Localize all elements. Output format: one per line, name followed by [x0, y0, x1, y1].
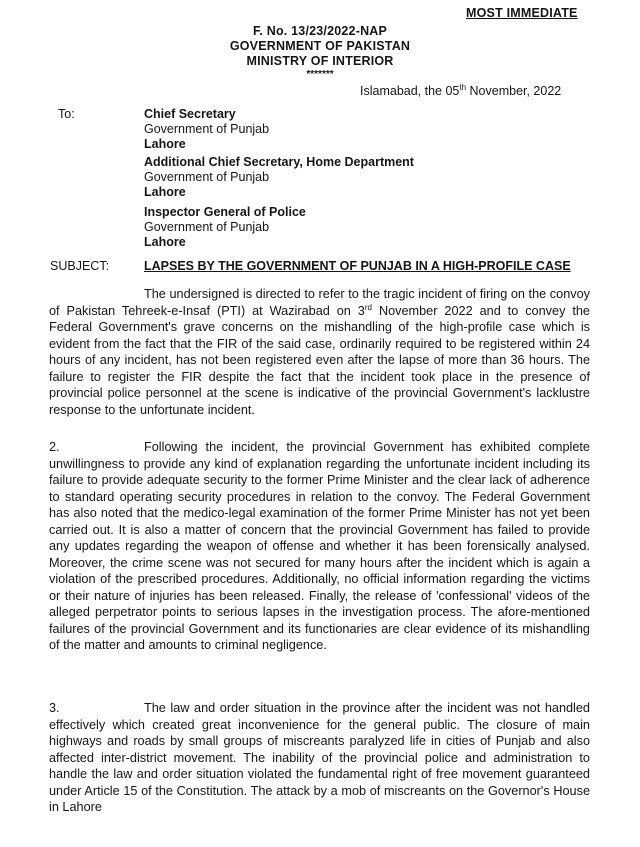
addressee-3 — [144, 205, 306, 250]
addressee-title: Inspector General of Police — [144, 205, 306, 219]
paragraph-1-text-a: The undersigned is directed to refer to the tragic incident of firing on the convoy of Pakistan Tehreek-e-Insaf (PTI) at Wazirabad on 3 — [49, 287, 590, 318]
addressee-city: Lahore — [144, 235, 186, 249]
subject-label: SUBJECT: — [50, 259, 110, 273]
priority-marking: MOST IMMEDIATE — [466, 6, 578, 20]
addressee-title: Chief Secretary — [144, 107, 236, 121]
date-rest: November, 2022 — [466, 84, 562, 99]
addressee-2 — [144, 155, 414, 200]
subject-text: LAPSES BY THE GOVERNMENT OF PUNJAB IN A HIGH-PROFILE CASE — [144, 259, 571, 273]
ministry-name: MINISTRY OF INTERIOR — [246, 54, 394, 68]
paragraph-3-number: 3. — [49, 701, 60, 715]
letter-date — [360, 83, 561, 98]
addressee-city: Lahore — [144, 137, 186, 151]
paragraph-3 — [49, 700, 590, 816]
separator-stars: ******* — [306, 69, 334, 80]
paragraph-1 — [49, 286, 590, 418]
paragraph-3-text: The law and order situation in the province after the incident was not handled effectively which created great inconvenience for the general public. The closure of main highways and roads by small groups of miscreants paralyzed life in cities of Punjab and also affected inter-district movement. The inability of the provincial police and administration to handle the law and order situation violated the fundamental right of free movement guaranteed under Article 15 of the Constitution. The attack by a mob of miscreants on the Governor's House in Lahore — [49, 701, 590, 814]
addressee-1 — [144, 107, 269, 152]
letterhead — [0, 24, 640, 81]
addressee-org: Government of Punjab — [144, 170, 270, 184]
paragraph-1-ordinal: rd — [364, 302, 372, 312]
date-place: Islamabad, the 05 — [360, 84, 460, 99]
addressee-org: Government of Punjab — [144, 220, 270, 234]
to-label: To: — [58, 107, 75, 121]
addressee-org: Government of Punjab — [144, 122, 270, 136]
paragraph-2-text: Following the incident, the provincial Government has exhibited complete unwillingness to provide any kind of explanation regarding the unfortunate incident including its failure to provide adequate security to the former Prime Minister and the clear lack of adherence to standard operating security procedures in relation to the convoy. The Federal Government has also noted that the medico-legal examination of the former Prime Minister has not yet been carried out. It is also a matter of concern that the provincial Government has failed to provide any updates regarding the weapon of offense and whether it has been forensically analysed. Moreover, the crime scene was not secured for many hours after the incident which is again a violation of the prescribed procedures. Additionally, no official information regarding the victims or their nature of injuries has been released. Finally, the release of 'confessional' videos of the alleged perpetrator points to serious lapses in the investigation process. The afore-mentioned failures of the provincial Government and its functionaries are clear evidence of its mishandling of the matter and amounts to criminal negligence. — [49, 440, 590, 652]
paragraph-2 — [49, 439, 590, 654]
paragraph-1-text-b: November 2022 and to convey the Federal Government's grave concerns on the mishandling of the high-profile case which is evident from the fact that the FIR of the said case, ordinarily required to be registered within 24 hours of any incident, has not been registered even after the lapse of more than 36 hours. The failure to register the FIR despite the fact that the incident took place in the presence of provincial police personnel at the scene is indicative of the provincial Government's lacklustre response to the unfortunate incident. — [49, 303, 590, 417]
date-ordinal: th — [459, 83, 467, 92]
paragraph-2-number: 2. — [49, 440, 60, 454]
government-name: GOVERNMENT OF PAKISTAN — [229, 39, 411, 53]
addressee-city: Lahore — [144, 185, 186, 199]
addressee-title: Additional Chief Secretary, Home Department — [144, 155, 414, 169]
file-number: F. No. 13/23/2022-NAP — [252, 24, 388, 38]
